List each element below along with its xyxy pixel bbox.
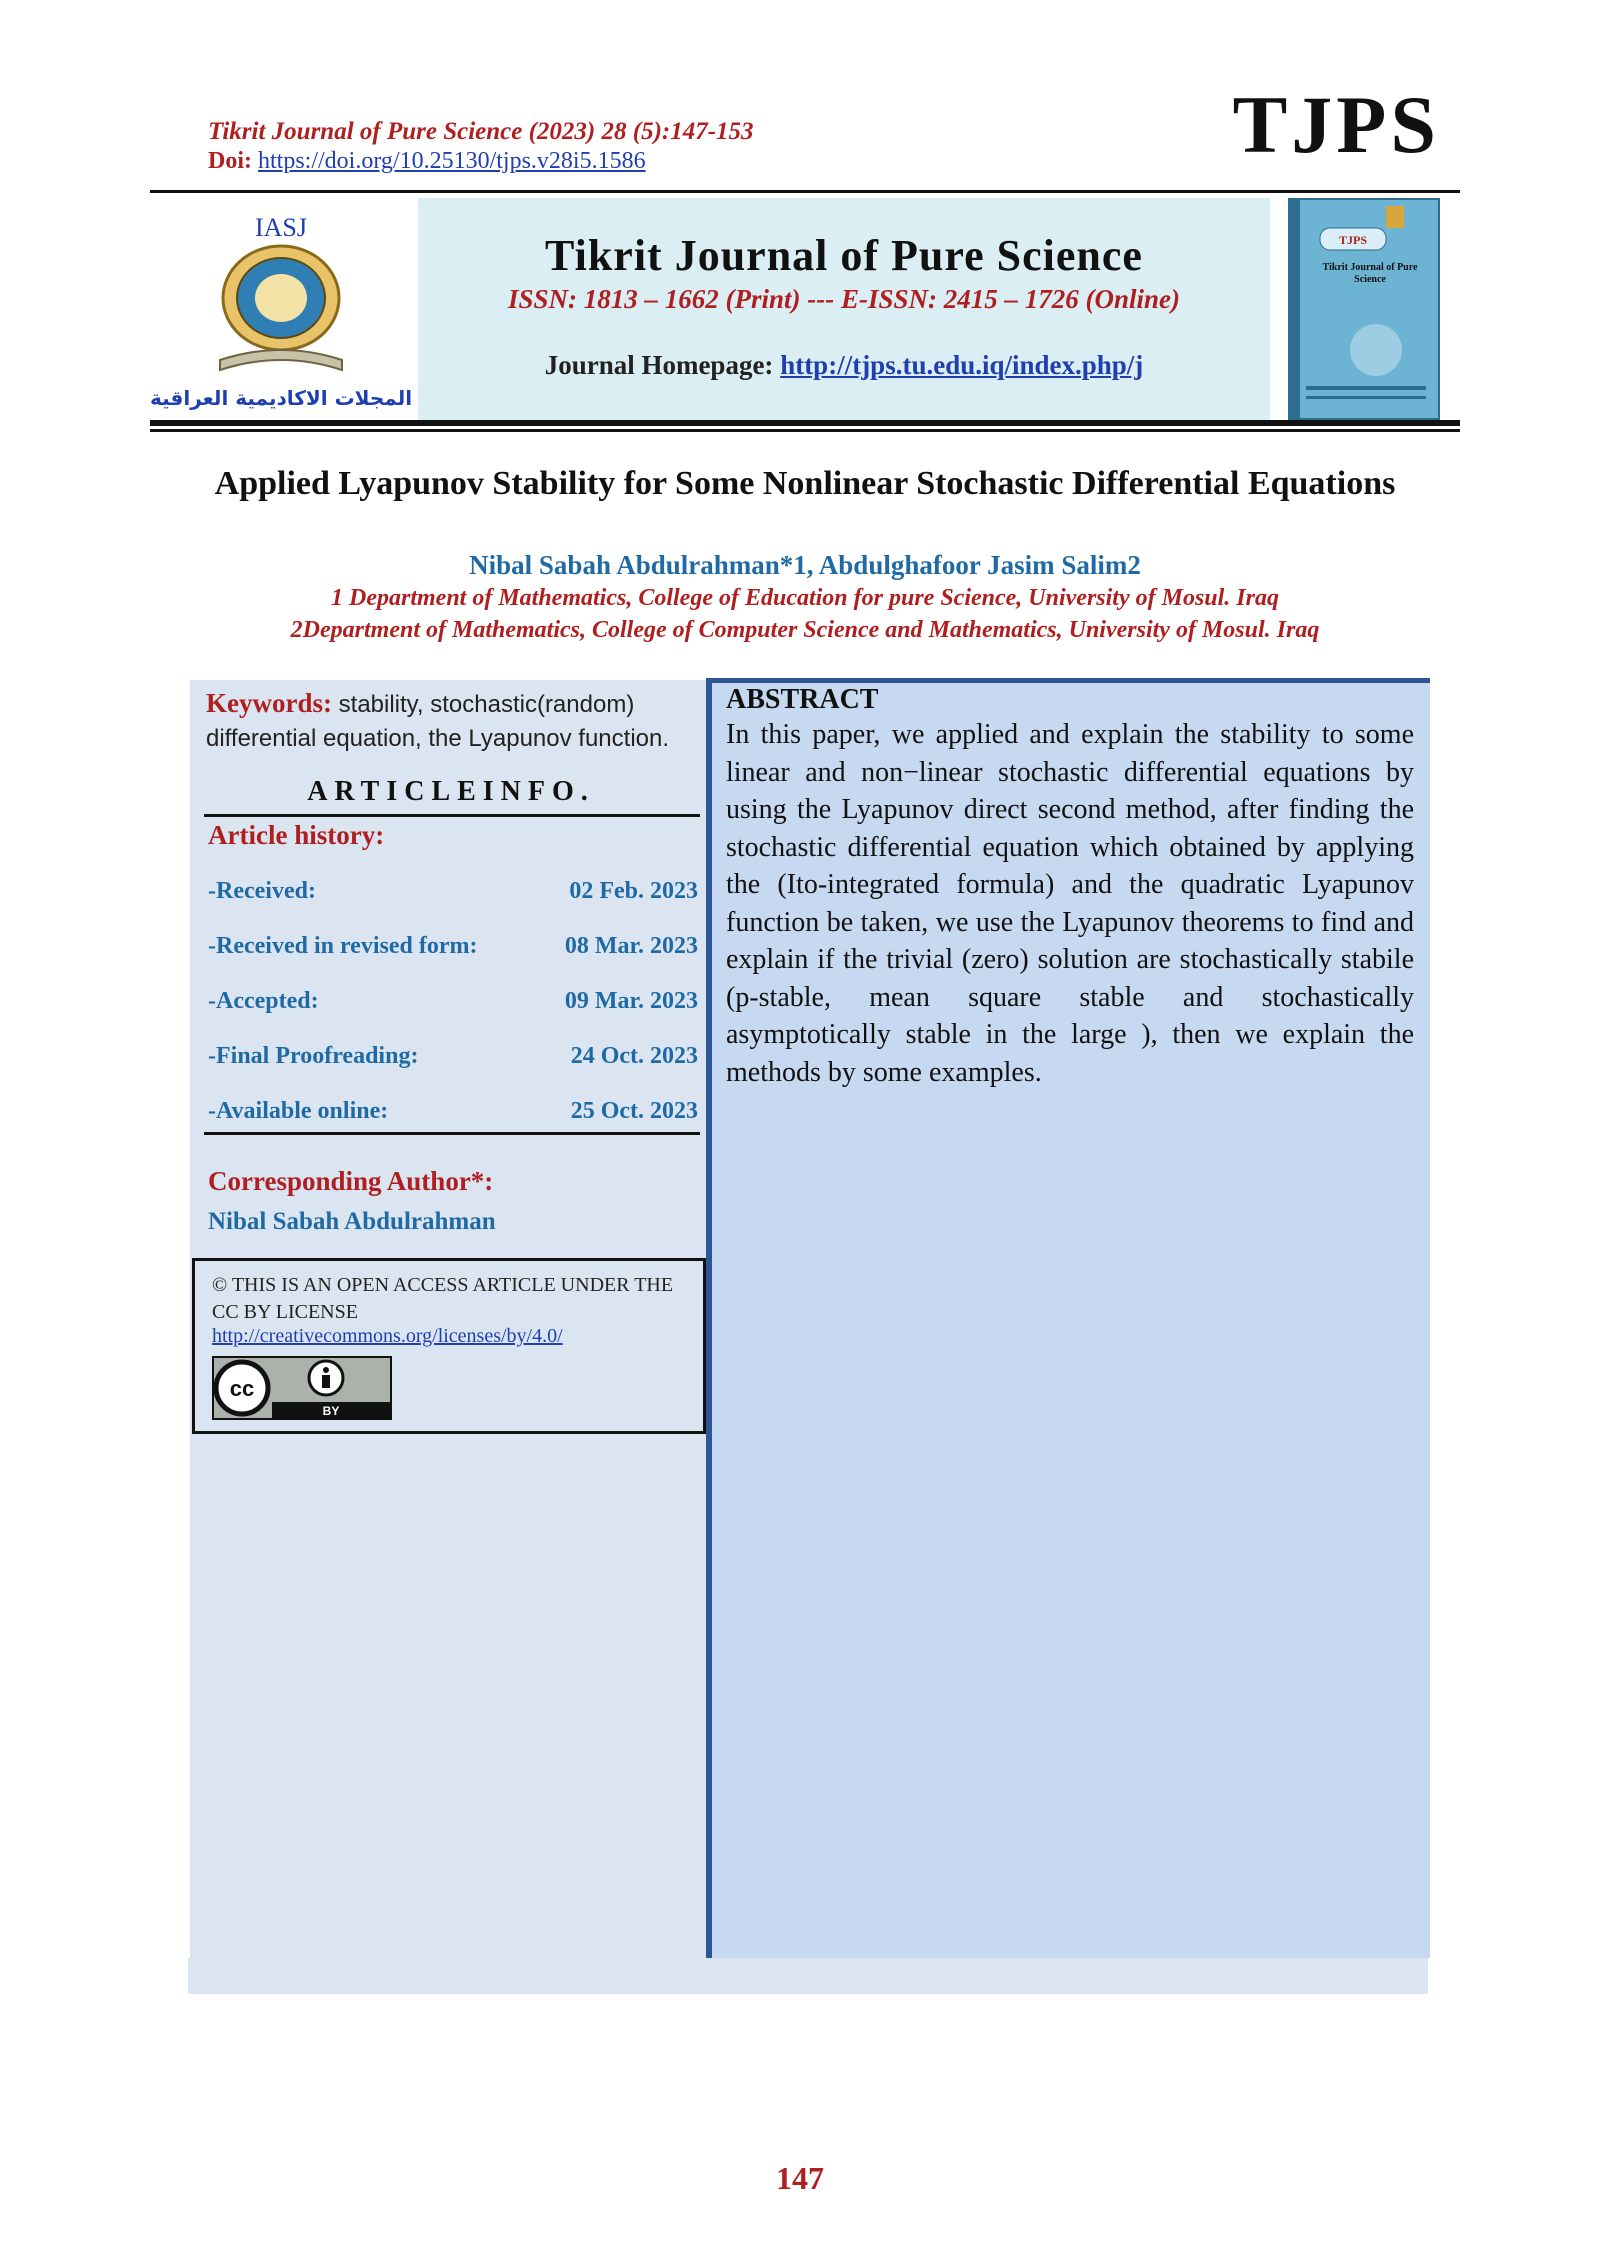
history-date: 02 Feb. 2023: [569, 878, 698, 904]
history-date: 08 Mar. 2023: [564, 933, 698, 959]
journal-name: Tikrit Journal of Pure Science: [545, 231, 1143, 280]
license-link[interactable]: http://creativecommons.org/licenses/by/4.0/: [212, 1325, 563, 1347]
iasj-logo-icon: [150, 200, 412, 418]
corresponding-author-name: Nibal Sabah Abdulrahman: [208, 1208, 496, 1235]
history-label: -Available online:: [208, 1098, 389, 1124]
history-row-proofreading: [208, 1043, 698, 1070]
by-text: BY: [322, 1404, 340, 1418]
history-label: -Accepted:: [208, 988, 319, 1014]
affiliation-2: 2Department of Mathematics, College of Computer Science and Mathematics, University of Mosul. Iraq: [290, 617, 1320, 643]
corresponding-author-label: Corresponding Author*:: [208, 1166, 494, 1196]
history-row-received: [208, 878, 698, 905]
history-date: 09 Mar. 2023: [564, 988, 698, 1014]
panel-bottom-strip: [188, 1958, 1428, 1994]
doi-line: [208, 148, 646, 175]
issn-line: ISSN: 1813 – 1662 (Print) --- E-ISSN: 2415 – 1726 (Online): [507, 284, 1181, 314]
history-date: 25 Oct. 2023: [570, 1098, 698, 1124]
cc-text: cc: [229, 1376, 255, 1401]
history-date: 24 Oct. 2023: [570, 1043, 698, 1069]
homepage-link[interactable]: http://tjps.tu.edu.iq/index.php/j: [780, 350, 1144, 380]
cover-tjps-text: TJPS: [1338, 233, 1368, 247]
page-number: 147: [776, 2160, 824, 2196]
journal-cover-image: [1288, 198, 1440, 420]
iasj-arabic-text: المجلات الاكاديمية العراقية: [150, 386, 412, 410]
history-row-revised: [208, 933, 698, 960]
keywords-text: stability, stochastic(random) differential equation, the Lyapunov function.: [206, 691, 670, 752]
affiliation-1: 1 Department of Mathematics, College of Education for pure Science, University of Mosul. Iraq: [331, 585, 1279, 611]
history-rule: [204, 1132, 700, 1135]
license-text: © THIS IS AN OPEN ACCESS ARTICLE UNDER THE CC BY LICENSE: [212, 1274, 674, 1323]
iasj-logo: [150, 200, 412, 418]
history-row-accepted: [208, 988, 698, 1015]
abstract-text: In this paper, we applied and explain the stability to some linear and non−linear stochastic differential equations by using the Lyapunov direct second method, after finding the stochastic differential equation which obtained by applying the (Ito-integrated formula) and the quadratic Lyapunov function be taken, we use the Lyapunov theorems to find and explain if the trivial (zero) solution are stochastically stabile (p-stable, mean square stable and stochastically asymptotically stable in the large ), then we explain the methods by some examples.: [726, 719, 1414, 1088]
article-info-rule: [204, 814, 700, 817]
doi-label: Doi:: [208, 148, 252, 174]
article-history-label: Article history:: [208, 820, 385, 850]
cover-title-text: Tikrit Journal of Pure Science: [1322, 262, 1418, 285]
keywords-label: Keywords:: [206, 688, 332, 718]
keywords-block: [206, 686, 696, 756]
author-list: Nibal Sabah Abdulrahman*1, Abdulghafoor Jasim Salim2: [469, 550, 1141, 580]
column-divider: [706, 678, 712, 1958]
iasj-logo-text: IASJ: [254, 213, 308, 242]
cc-by-icon: [212, 1356, 392, 1420]
history-label: -Received in revised form:: [208, 933, 478, 959]
journal-cover-graphic: [1290, 200, 1438, 418]
article-info-heading: ARTICLEINFO.: [307, 776, 595, 807]
header-rule-thick: [150, 420, 1460, 426]
journal-homepage: [418, 350, 1270, 381]
citation-line: Tikrit Journal of Pure Science (2023) 28 (5):147-153: [208, 118, 754, 145]
header-rule-top: [150, 190, 1460, 193]
history-row-online: [208, 1098, 698, 1125]
homepage-label: Journal Homepage:: [544, 350, 774, 380]
journal-abbrev: TJPS: [1232, 79, 1440, 170]
history-label: -Final Proofreading:: [208, 1043, 419, 1069]
paper-title: Applied Lyapunov Stability for Some Nonlinear Stochastic Differential Equations: [214, 465, 1396, 502]
cc-by-badge[interactable]: [212, 1356, 392, 1420]
history-label: -Received:: [208, 878, 316, 904]
header-rule-bottom: [150, 429, 1460, 432]
abstract-heading: ABSTRACT: [726, 684, 879, 715]
doi-link[interactable]: https://doi.org/10.25130/tjps.v28i5.1586: [258, 148, 646, 174]
